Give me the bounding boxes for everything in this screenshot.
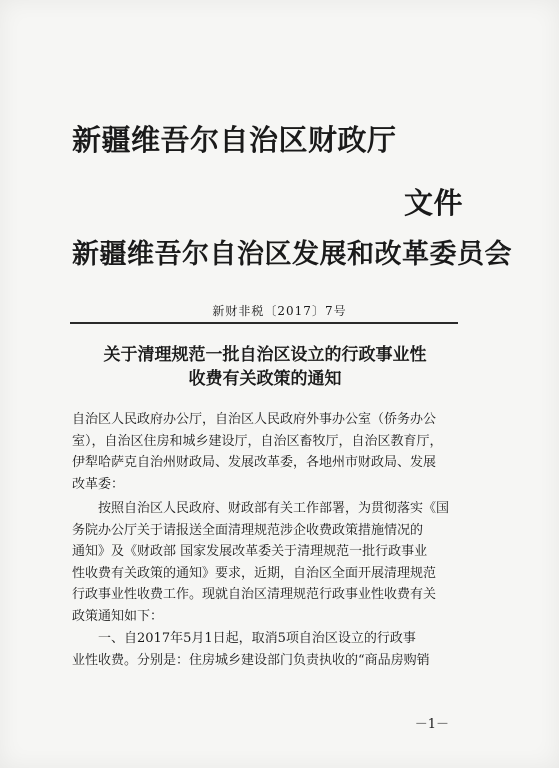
body-paragraph-2 <box>72 628 468 671</box>
paragraph-line: 行政事业性收费工作。现就自治区清理规范行政事业性收费有关 <box>72 587 437 603</box>
notice-title-line-1: 关于清理规范一批自治区设立的行政事业性 <box>103 345 427 365</box>
paragraph-line: 务院办公厅关于请报送全面清理规范涉企收费政策措施情况的 <box>72 522 424 538</box>
addressee-block <box>72 409 468 495</box>
addressee-line: 伊犁哈萨克自治州财政局、发展改革委，各地州市财政局、发展 <box>72 455 437 471</box>
paragraph-line: 按照自治区人民政府、财政部有关工作部署，为贯彻落实《国 <box>72 501 450 516</box>
issuer-name-finance: 新疆维吾尔自治区财政厅 <box>72 123 397 157</box>
notice-title-line-2: 收费有关政策的通知 <box>188 369 342 389</box>
paragraph-line: 性收费有关政策的通知》要求，近期，自治区全面开展清理规范 <box>72 565 437 581</box>
paragraph-line: 一、自2017年5月1日起，取消5项自治区设立的行政事 <box>72 631 416 646</box>
body-paragraph-1 <box>72 498 468 628</box>
addressee-line: 自治区人民政府办公厅，自治区人民政府外事办公室（侨务办公 <box>72 412 437 427</box>
header-divider <box>70 322 458 324</box>
paragraph-line: 业性收费。分别是：住房城乡建设部门负责执收的“商品房购销 <box>72 652 430 668</box>
page-number: －1－ <box>414 717 449 732</box>
paragraph-line: 政策通知如下： <box>72 608 164 624</box>
paragraph-line: 通知》及《财政部 国家发展改革委关于清理规范一批行政事业 <box>72 544 428 560</box>
issuer-name-development: 新疆维吾尔自治区发展和改革委员会 <box>72 239 512 270</box>
document-number: 新财非税〔2017〕7号 <box>212 304 347 318</box>
document-suffix: 文件 <box>404 186 464 220</box>
addressee-line: 室），自治区住房和城乡建设厅，自治区畜牧厅，自治区教育厅， <box>72 433 443 449</box>
addressee-line: 改革委： <box>72 476 125 492</box>
